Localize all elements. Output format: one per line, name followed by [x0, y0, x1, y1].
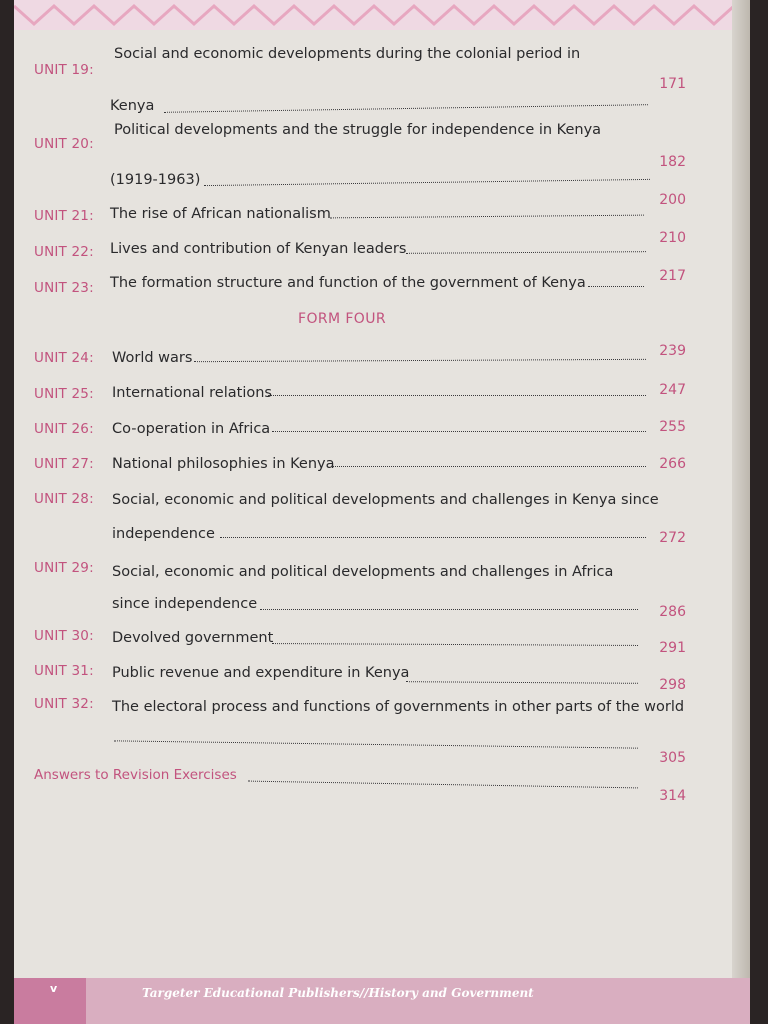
unit-title: Co-operation in Africa	[112, 421, 271, 437]
unit-label: UNIT 28:	[34, 491, 94, 507]
dot-leader	[268, 395, 646, 396]
unit-title: World wars	[112, 350, 193, 366]
answers-label: Answers to Revision Exercises	[34, 767, 237, 783]
unit-label: UNIT 21:	[34, 208, 94, 224]
page-number: 298	[659, 677, 686, 693]
page-number: 182	[659, 154, 686, 170]
toc-page	[14, 0, 750, 1024]
dot-leader	[406, 681, 638, 684]
footer-band	[14, 978, 750, 1024]
unit-label: UNIT 24:	[34, 350, 94, 366]
page-number: 239	[659, 343, 686, 359]
dot-leader	[114, 740, 638, 748]
page-number: 286	[659, 604, 686, 620]
page-number: 247	[659, 382, 686, 398]
page-edge-shadow	[732, 0, 750, 1024]
dot-leader	[272, 643, 638, 646]
unit-label: UNIT 31:	[34, 663, 94, 679]
dot-leader	[164, 104, 648, 113]
unit-label: UNIT 26:	[34, 421, 94, 437]
unit-title: Social, economic and political developments and challenges in Kenya since	[112, 492, 659, 508]
unit-title: Devolved government	[112, 630, 274, 646]
unit-title: Lives and contribution of Kenyan leaders	[110, 241, 407, 257]
zigzag-pattern-icon	[14, 0, 750, 30]
unit-label: UNIT 27:	[34, 456, 94, 472]
page-number: 272	[659, 530, 686, 546]
dot-leader	[194, 359, 646, 362]
unit-title: The formation structure and function of the government of Kenya	[110, 275, 586, 291]
unit-title: National philosophies in Kenya	[112, 456, 335, 472]
unit-title: The rise of African nationalism	[110, 206, 331, 222]
publisher-footer: Targeter Educational Publishers//History and Government	[142, 986, 534, 1000]
dot-leader	[260, 609, 638, 610]
page-number: 255	[659, 419, 686, 435]
dot-leader	[406, 251, 646, 254]
unit-title: (1919-1963)	[110, 172, 201, 188]
decorative-header-band	[14, 0, 750, 30]
unit-label: UNIT 23:	[34, 280, 94, 296]
dot-leader	[220, 537, 646, 538]
unit-label: UNIT 30:	[34, 628, 94, 644]
page-number: 305	[659, 750, 686, 766]
unit-title: Public revenue and expenditure in Kenya	[112, 665, 410, 681]
unit-label: UNIT 25:	[34, 386, 94, 402]
page-number: 314	[659, 788, 686, 804]
page-number: 266	[659, 456, 686, 472]
unit-title	[114, 46, 580, 62]
page-number: 217	[659, 268, 686, 284]
roman-page-number: v	[50, 982, 58, 995]
unit-title: Social, economic and political developments and challenges in Africa	[112, 564, 614, 580]
dot-leader	[588, 286, 644, 287]
section-heading: FORM FOUR	[298, 311, 386, 327]
unit-title: International relations	[112, 385, 272, 401]
dot-leader	[248, 781, 638, 789]
unit-title: Political developments and the struggle for independence in Kenya	[114, 122, 602, 138]
unit-label: UNIT 29:	[34, 560, 94, 576]
unit-label: UNIT 22:	[34, 244, 94, 260]
dot-leader	[204, 179, 650, 186]
page-number: 210	[659, 230, 686, 246]
unit-title: independence	[112, 526, 215, 542]
page-number: 291	[659, 640, 686, 656]
dot-leader	[330, 215, 644, 219]
unit-title: The electoral process and functions of governments in other parts of the world	[112, 699, 685, 715]
unit-label: UNIT 20:	[34, 136, 94, 152]
unit-label: UNIT 32:	[34, 696, 94, 712]
dot-leader	[332, 466, 646, 467]
unit-label: UNIT 19:	[34, 62, 94, 78]
unit-title-line: Social and economic developments during the colonial period in	[114, 46, 581, 62]
unit-title: Kenya	[110, 98, 155, 114]
page-number: 200	[659, 192, 686, 208]
dot-leader	[272, 431, 646, 432]
page-number: 171	[659, 76, 686, 92]
unit-title: since independence	[112, 596, 258, 612]
